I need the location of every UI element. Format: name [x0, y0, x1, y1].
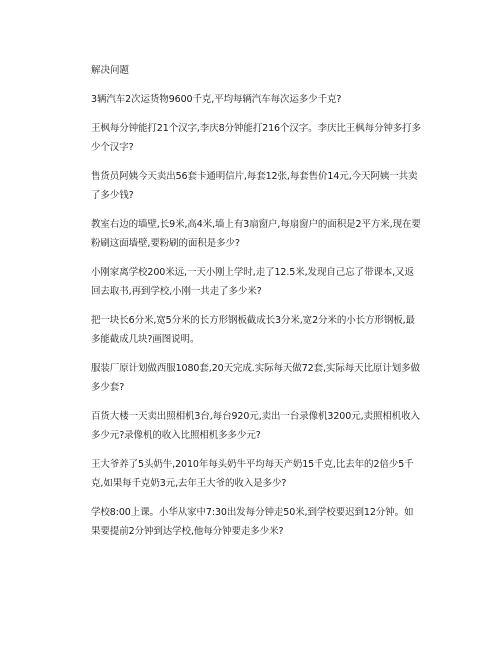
problem-item: 教室右边的墙壁,长9米,高4米,墙上有3扇窗户,每扇窗户的面积是2平方米,现在要粉刷这面墙壁,要粉刷的面积是多少? — [91, 219, 421, 249]
problem-item: 学校8:00上课。小华从家中7:30出发每分钟走50米,到学校要迟到12分钟。如果要提前2分钟到达学校,他每分钟要走多少米? — [91, 507, 414, 537]
section-heading: 解决问题 — [91, 65, 130, 76]
problem-item: 小刚家离学校200米远,一天小刚上学时,走了12.5米,发现自己忘了带课本,又返回去取书,再到学校,小刚一共走了多少米? — [91, 267, 414, 297]
problem-item: 售货员阿姨今天卖出56套卡通明信片,每套12张,每套售价14元,今天阿姨一共卖了多少钱? — [91, 171, 418, 201]
problem-item: 王枫每分钟能打21个汉字,李庆8分钟能打216个汉字。李庆比王枫每分钟多打多少个汉字? — [91, 123, 421, 153]
problem-item: 服装厂原计划做西服1080套,20天完成.实际每天做72套,实际每天比原计划多做多少套? — [91, 363, 420, 393]
problem-item: 百货大楼一天卖出照相机3台,每台920元,卖出一台录像机3200元,卖照相机收入多少元?录像机的收入比照相机多多少元? — [91, 411, 420, 441]
problem-item: 3辆汽车2次运货物9600千克,平均每辆汽车每次运多少千克? — [91, 94, 342, 105]
problem-item: 王大爷养了5头奶牛,2010年每头奶牛平均每天产奶15千克,比去年的2倍少5千克,如果每千克奶3元,去年王大爷的收入是多少? — [91, 459, 414, 489]
problem-item: 把一块长6分米,宽5分米的长方形钢板截成长3分米,宽2分米的小长方形钢板,最多能截成几块?画图说明。 — [91, 315, 415, 345]
problem-list — [91, 90, 421, 551]
